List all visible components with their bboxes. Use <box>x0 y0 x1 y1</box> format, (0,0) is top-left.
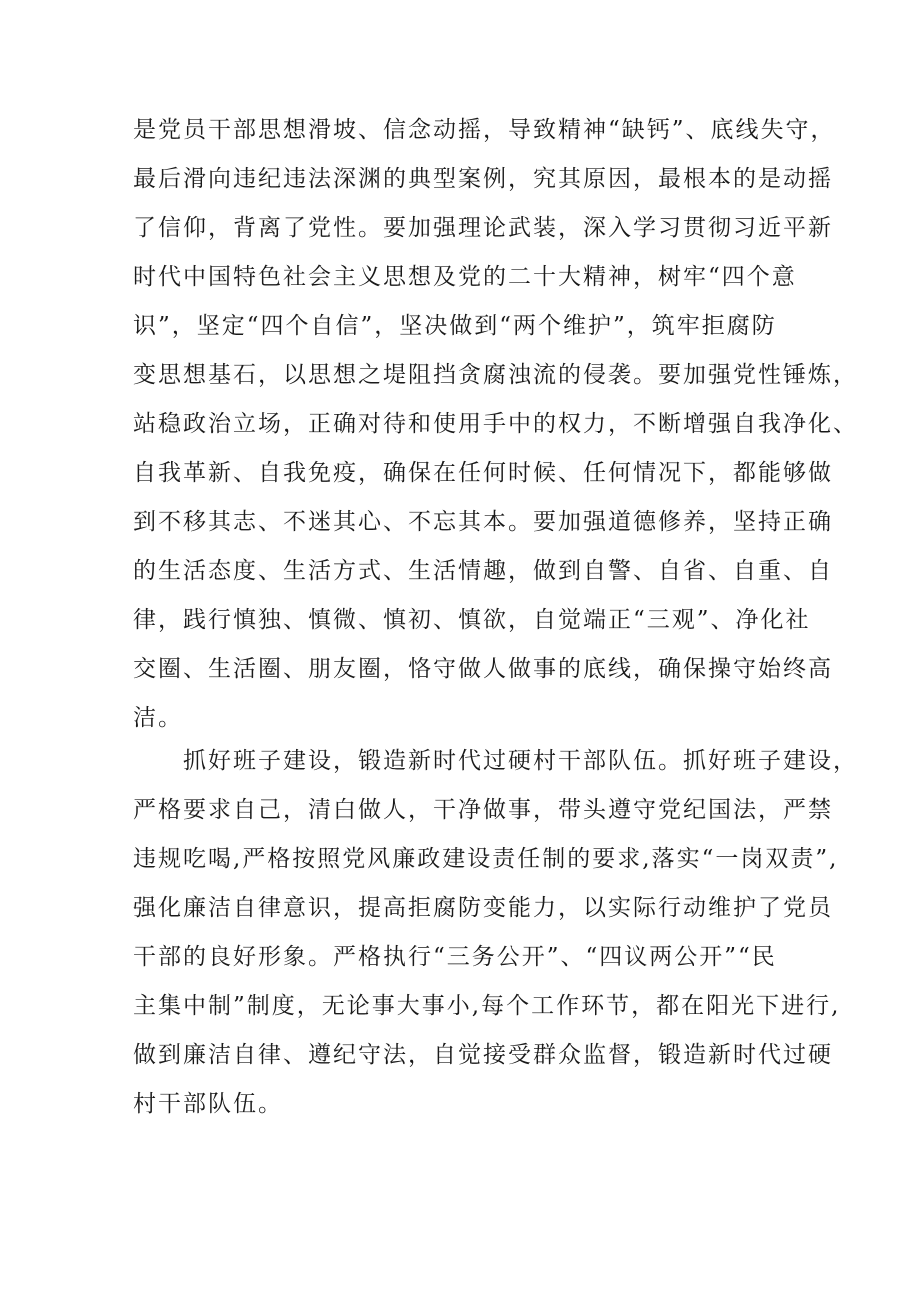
text-line: 最后滑向违纪违法深渊的典型案例，究其原因，最根本的是动摇 <box>133 166 833 192</box>
text-line: 干部的良好形象。严格执行“三务公开”、“四议两公开”“民 <box>133 944 777 970</box>
text-line: 时代中国特色社会主义思想及党的二十大精神，树牢“四个意 <box>133 264 797 290</box>
text-line: 变思想基石，以思想之堤阻挡贪腐浊流的侵袭。要加强党性锤炼， <box>133 362 858 388</box>
text-line: 强化廉洁自律意识，提高拒腐防变能力，以实际行动维护了党员 <box>133 895 833 921</box>
text-line: 识”，坚定“四个自信”，坚决做到“两个维护”，筑牢拒腐防 <box>133 313 777 339</box>
text-line: 交圈、生活圈、朋友圈，恪守做人做事的底线，确保操守始终高 <box>133 656 833 682</box>
text-line: 违规吃喝,严格按照党风廉政建设责任制的要求,落实“一岗双责”, <box>133 846 839 872</box>
paragraph-2 <box>133 737 858 1129</box>
paragraph-1 <box>133 106 858 743</box>
text-line: 了信仰，背离了党性。要加强理论武装，深入学习贯彻习近平新 <box>133 215 833 241</box>
text-line: 抓好班子建设，锻造新时代过硬村干部队伍。抓好班子建设， <box>133 748 858 774</box>
text-line: 是党员干部思想滑坡、信念动摇，导致精神“缺钙”、底线失守， <box>133 117 836 143</box>
text-line: 自我革新、自我免疫，确保在任何时候、任何情况下，都能够做 <box>133 460 833 486</box>
text-line: 村干部队伍。 <box>133 1091 283 1117</box>
text-line: 律，践行慎独、慎微、慎初、慎欲，自觉端正“三观”、净化社 <box>133 607 811 633</box>
text-line: 做到廉洁自律、遵纪守法，自觉接受群众监督，锻造新时代过硬 <box>133 1042 833 1068</box>
text-line: 主集中制”制度，无论事大事小,每个工作环节，都在阳光下进行, <box>133 993 841 1019</box>
text-line: 严格要求自己，清白做人，干净做事，带头遵守党纪国法，严禁 <box>133 797 833 823</box>
text-line: 的生活态度、生活方式、生活情趣，做到自警、自省、自重、自 <box>133 558 833 584</box>
text-line: 站稳政治立场，正确对待和使用手中的权力，不断增强自我净化、 <box>133 411 858 437</box>
text-line: 洁。 <box>133 705 183 731</box>
text-line: 到不移其志、不迷其心、不忘其本。要加强道德修养，坚持正确 <box>133 509 833 535</box>
